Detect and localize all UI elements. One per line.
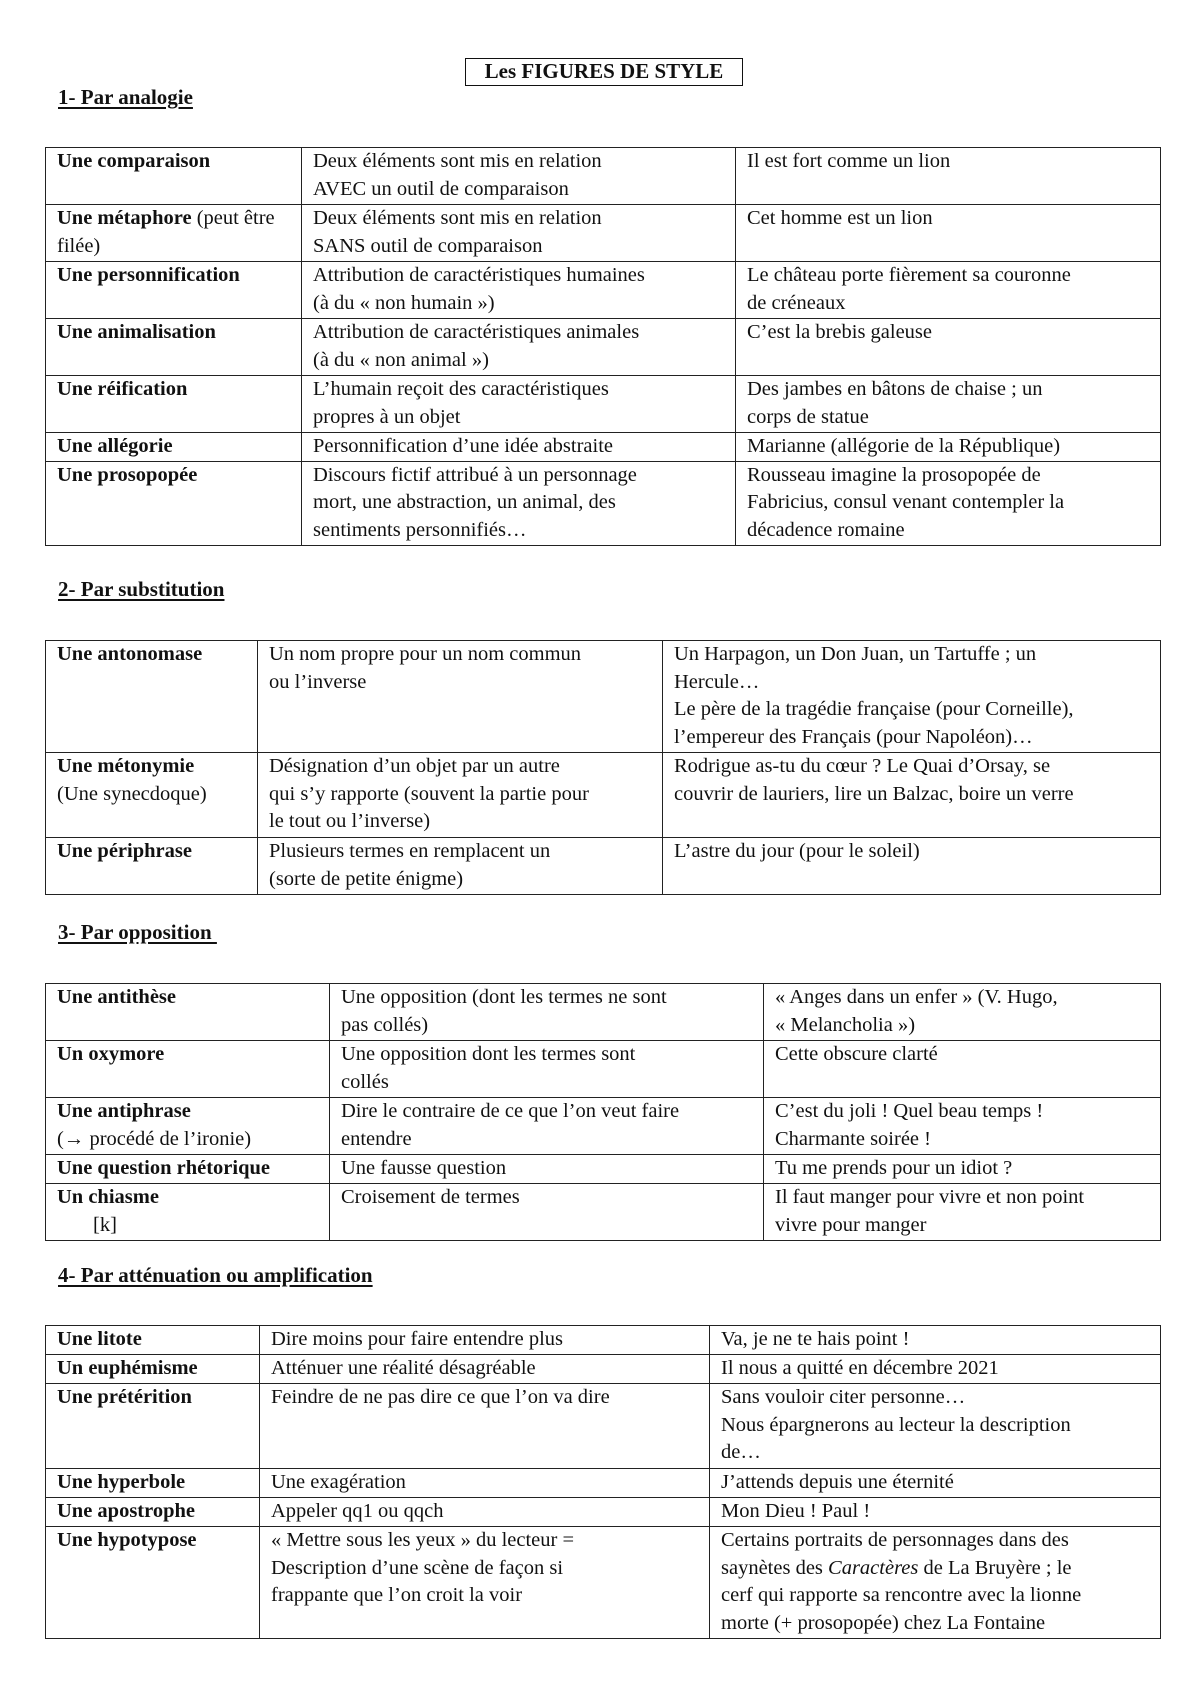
table-row bbox=[46, 433, 1161, 462]
example-cell bbox=[736, 461, 1161, 545]
example-cell bbox=[764, 1155, 1161, 1184]
term-cell bbox=[46, 1384, 260, 1469]
example-line: Mon Dieu ! Paul ! bbox=[721, 1500, 871, 1522]
example-line: Marianne (allégorie de la République) bbox=[747, 435, 1061, 457]
definition-line: Dire le contraire de ce que l’on veut faire bbox=[341, 1100, 680, 1122]
definition-cell bbox=[258, 838, 663, 895]
example-line: Sans vouloir citer personne… bbox=[721, 1386, 966, 1408]
definition-line: ou l’inverse bbox=[269, 670, 367, 693]
term-cell bbox=[46, 753, 258, 838]
definition-line: AVEC un outil de comparaison bbox=[313, 177, 569, 200]
example-cell bbox=[663, 641, 1161, 753]
definition-cell bbox=[302, 262, 736, 319]
definition-line: collés bbox=[341, 1070, 389, 1093]
example-line: Il nous a quitté en décembre 2021 bbox=[721, 1357, 999, 1379]
example-line: Des jambes en bâtons de chaise ; un bbox=[747, 378, 1043, 400]
example-cell bbox=[736, 262, 1161, 319]
definition-line: SANS outil de comparaison bbox=[313, 234, 543, 257]
example-line: « Anges dans un enfer » (V. Hugo, bbox=[775, 986, 1058, 1008]
term-name: Une métonymie bbox=[57, 755, 195, 777]
example-line: Il est fort comme un lion bbox=[747, 150, 951, 172]
definition-cell bbox=[302, 205, 736, 262]
term-name: Un chiasme bbox=[57, 1186, 159, 1208]
definition-line: Personnification d’une idée abstraite bbox=[313, 435, 613, 457]
term-cell bbox=[46, 1469, 260, 1498]
definition-cell bbox=[302, 433, 736, 462]
page-title: Les FIGURES DE STYLE bbox=[465, 58, 743, 86]
example-line: Fabricius, consul venant contempler la bbox=[747, 491, 1065, 513]
term-cell bbox=[46, 1098, 330, 1155]
definition-line: Deux éléments sont mis en relation bbox=[313, 207, 602, 229]
term-cell bbox=[46, 262, 302, 319]
example-line: l’empereur des Français (pour Napoléon)… bbox=[674, 725, 1033, 748]
definition-line: (à du « non animal ») bbox=[313, 348, 489, 371]
example-line: « Melancholia ») bbox=[775, 1013, 916, 1036]
definition-line: sentiments personnifiés… bbox=[313, 518, 527, 541]
example-line: Cette obscure clarté bbox=[775, 1043, 938, 1065]
term-cell bbox=[46, 984, 330, 1041]
term-note: [k] bbox=[93, 1213, 117, 1236]
term-note: (→ procédé de l’ironie) bbox=[57, 1127, 252, 1150]
example-line: Tu me prends pour un idiot ? bbox=[775, 1157, 1013, 1179]
definition-line: entendre bbox=[341, 1127, 412, 1150]
table-row bbox=[46, 1355, 1161, 1384]
example-cell bbox=[736, 433, 1161, 462]
term-note: (Une synecdoque) bbox=[57, 782, 207, 805]
definition-line: (à du « non humain ») bbox=[313, 291, 495, 314]
example-line: de créneaux bbox=[747, 291, 846, 314]
term-name: Un euphémisme bbox=[57, 1357, 198, 1379]
definition-line: Discours fictif attribué à un personnage bbox=[313, 463, 637, 486]
table-row bbox=[46, 753, 1161, 838]
book-title: Caractères bbox=[828, 1556, 919, 1579]
definition-line: mort, une abstraction, un animal, des bbox=[313, 491, 616, 513]
example-line: décadence romaine bbox=[747, 518, 905, 541]
table-row bbox=[46, 1469, 1161, 1498]
term-name: Une apostrophe bbox=[57, 1500, 196, 1522]
example-line: Il faut manger pour vivre et non point bbox=[775, 1186, 1085, 1208]
definition-cell bbox=[302, 376, 736, 433]
term-cell bbox=[46, 838, 258, 895]
definition-cell bbox=[260, 1355, 710, 1384]
example-line: L’astre du jour (pour le soleil) bbox=[674, 840, 920, 862]
example-cell bbox=[764, 984, 1161, 1041]
definition-line: (sorte de petite énigme) bbox=[269, 867, 464, 890]
example-line: Hercule… bbox=[674, 670, 760, 693]
table-row bbox=[46, 1384, 1161, 1469]
table-row bbox=[46, 376, 1161, 433]
example-cell bbox=[710, 1326, 1161, 1355]
term-name: Une antonomase bbox=[57, 643, 203, 665]
definition-cell bbox=[260, 1469, 710, 1498]
example-cell bbox=[736, 319, 1161, 376]
example-cell bbox=[710, 1527, 1161, 1639]
term-name: Une réification bbox=[57, 378, 188, 400]
term-cell bbox=[46, 148, 302, 205]
definition-cell bbox=[330, 1041, 764, 1098]
example-cell bbox=[764, 1098, 1161, 1155]
table-row bbox=[46, 1527, 1161, 1639]
section-heading: 4- Par atténuation ou amplification bbox=[58, 1263, 373, 1287]
example-line: de… bbox=[721, 1441, 761, 1463]
table-row bbox=[46, 984, 1161, 1041]
term-name: Une métaphore bbox=[57, 207, 192, 229]
table-row bbox=[46, 641, 1161, 753]
table-row bbox=[46, 1041, 1161, 1098]
example-line: Va, je ne te hais point ! bbox=[721, 1328, 910, 1350]
definition-line: Description d’une scène de façon si bbox=[271, 1556, 564, 1579]
table-row bbox=[46, 319, 1161, 376]
example-line: Un Harpagon, un Don Juan, un Tartuffe ; un bbox=[674, 643, 1037, 665]
definition-cell bbox=[302, 148, 736, 205]
definition-line: Appeler qq1 ou qqch bbox=[271, 1500, 444, 1522]
example-line: morte (+ prosopopée) chez La Fontaine bbox=[721, 1611, 1046, 1634]
term-name: Une hyperbole bbox=[57, 1471, 186, 1493]
term-name: Un oxymore bbox=[57, 1043, 165, 1065]
term-cell bbox=[46, 1498, 260, 1527]
definition-cell bbox=[330, 984, 764, 1041]
definition-line: Un nom propre pour un nom commun bbox=[269, 643, 582, 665]
table-row bbox=[46, 1326, 1161, 1355]
example-cell bbox=[764, 1041, 1161, 1098]
example-line: corps de statue bbox=[747, 405, 869, 428]
example-line: Nous épargnerons au lecteur la description bbox=[721, 1413, 1071, 1436]
definition-line: pas collés) bbox=[341, 1013, 429, 1036]
figures-table bbox=[45, 983, 1161, 1241]
example-cell bbox=[710, 1498, 1161, 1527]
definition-line: Attribution de caractéristiques animales bbox=[313, 321, 640, 343]
definition-cell bbox=[260, 1498, 710, 1527]
example-cell bbox=[764, 1184, 1161, 1241]
figures-table bbox=[45, 640, 1161, 895]
section-heading: 2- Par substitution bbox=[58, 577, 225, 601]
example-cell bbox=[736, 376, 1161, 433]
example-cell bbox=[663, 838, 1161, 895]
term-name: Une animalisation bbox=[57, 321, 216, 343]
term-name: Une comparaison bbox=[57, 150, 211, 172]
section-heading: 1- Par analogie bbox=[58, 85, 193, 109]
definition-line: Dire moins pour faire entendre plus bbox=[271, 1328, 564, 1350]
example-line: C’est du joli ! Quel beau temps ! bbox=[775, 1100, 1044, 1122]
term-cell bbox=[46, 1527, 260, 1639]
table-row bbox=[46, 1155, 1161, 1184]
definition-cell bbox=[330, 1155, 764, 1184]
example-line: Charmante soirée ! bbox=[775, 1127, 931, 1150]
term-name: Une antiphrase bbox=[57, 1100, 191, 1122]
example-cell bbox=[736, 205, 1161, 262]
example-line: vivre pour manger bbox=[775, 1213, 927, 1236]
definition-cell bbox=[260, 1326, 710, 1355]
table-row bbox=[46, 461, 1161, 545]
definition-cell bbox=[330, 1098, 764, 1155]
example-line: Rodrigue as-tu du cœur ? Le Quai d’Orsay, se bbox=[674, 755, 1051, 777]
definition-line: Deux éléments sont mis en relation bbox=[313, 150, 602, 172]
example-cell bbox=[710, 1469, 1161, 1498]
term-cell bbox=[46, 461, 302, 545]
table-row bbox=[46, 205, 1161, 262]
term-cell bbox=[46, 433, 302, 462]
term-name: Une hypotypose bbox=[57, 1529, 197, 1551]
definition-line: L’humain reçoit des caractéristiques bbox=[313, 378, 609, 400]
example-line: Rousseau imagine la prosopopée de bbox=[747, 463, 1041, 486]
term-note: (peut être filée) bbox=[57, 207, 275, 257]
term-cell bbox=[46, 376, 302, 433]
example-cell bbox=[736, 148, 1161, 205]
definition-cell bbox=[258, 753, 663, 838]
definition-line: Désignation d’un objet par un autre bbox=[269, 755, 560, 777]
definition-line: Feindre de ne pas dire ce que l’on va dire bbox=[271, 1386, 610, 1408]
table-row bbox=[46, 262, 1161, 319]
term-cell bbox=[46, 319, 302, 376]
example-line: Certains portraits de personnages dans des bbox=[721, 1529, 1069, 1551]
example-cell bbox=[710, 1384, 1161, 1469]
table-row bbox=[46, 1098, 1161, 1155]
definition-line: propres à un objet bbox=[313, 405, 461, 428]
term-name: Une prétérition bbox=[57, 1386, 192, 1408]
example-line: Le château porte fièrement sa couronne bbox=[747, 264, 1071, 286]
term-name: Une antithèse bbox=[57, 986, 177, 1008]
example-line: couvrir de lauriers, lire un Balzac, boire un verre bbox=[674, 782, 1074, 805]
definition-line: Une opposition (dont les termes ne sont bbox=[341, 986, 667, 1008]
example-line: Cet homme est un lion bbox=[747, 207, 933, 229]
term-name: Une périphrase bbox=[57, 840, 192, 862]
example-cell bbox=[663, 753, 1161, 838]
definition-cell bbox=[302, 319, 736, 376]
term-cell bbox=[46, 1155, 330, 1184]
example-line: Le père de la tragédie française (pour Corneille), bbox=[674, 698, 1074, 720]
section-heading: 3- Par opposition bbox=[58, 920, 217, 944]
term-name: Une litote bbox=[57, 1328, 142, 1350]
figures-table bbox=[45, 147, 1161, 546]
example-line: J’attends depuis une éternité bbox=[721, 1471, 954, 1493]
table-row bbox=[46, 1498, 1161, 1527]
term-name: Une question rhétorique bbox=[57, 1157, 270, 1179]
definition-line: Atténuer une réalité désagréable bbox=[271, 1357, 536, 1379]
table-row bbox=[46, 148, 1161, 205]
definition-line: frappante que l’on croit la voir bbox=[271, 1584, 523, 1606]
definition-line: Croisement de termes bbox=[341, 1186, 520, 1208]
term-name: Une allégorie bbox=[57, 435, 173, 457]
term-cell bbox=[46, 641, 258, 753]
table-row bbox=[46, 1184, 1161, 1241]
example-cell bbox=[710, 1355, 1161, 1384]
definition-cell bbox=[330, 1184, 764, 1241]
term-cell bbox=[46, 1041, 330, 1098]
example-line: saynètes des Caractères de La Bruyère ; le bbox=[721, 1556, 1072, 1579]
definition-line: « Mettre sous les yeux » du lecteur = bbox=[271, 1529, 575, 1551]
figures-table bbox=[45, 1325, 1161, 1639]
term-name: Une prosopopée bbox=[57, 463, 198, 486]
example-line: C’est la brebis galeuse bbox=[747, 321, 933, 343]
definition-line: le tout ou l’inverse) bbox=[269, 810, 431, 832]
definition-line: Une fausse question bbox=[341, 1157, 507, 1179]
definition-line: Une exagération bbox=[271, 1471, 406, 1493]
term-cell bbox=[46, 1355, 260, 1384]
definition-cell bbox=[258, 641, 663, 753]
definition-line: qui s’y rapporte (souvent la partie pour bbox=[269, 782, 589, 805]
term-name: Une personnification bbox=[57, 264, 240, 286]
definition-line: Plusieurs termes en remplacent un bbox=[269, 840, 551, 862]
term-cell bbox=[46, 205, 302, 262]
definition-cell bbox=[302, 461, 736, 545]
definition-cell bbox=[260, 1527, 710, 1639]
term-cell bbox=[46, 1184, 330, 1241]
definition-line: Une opposition dont les termes sont bbox=[341, 1043, 636, 1065]
table-row bbox=[46, 838, 1161, 895]
definition-cell bbox=[260, 1384, 710, 1469]
term-cell bbox=[46, 1326, 260, 1355]
example-line: cerf qui rapporte sa rencontre avec la lionne bbox=[721, 1584, 1082, 1606]
definition-line: Attribution de caractéristiques humaines bbox=[313, 264, 645, 286]
